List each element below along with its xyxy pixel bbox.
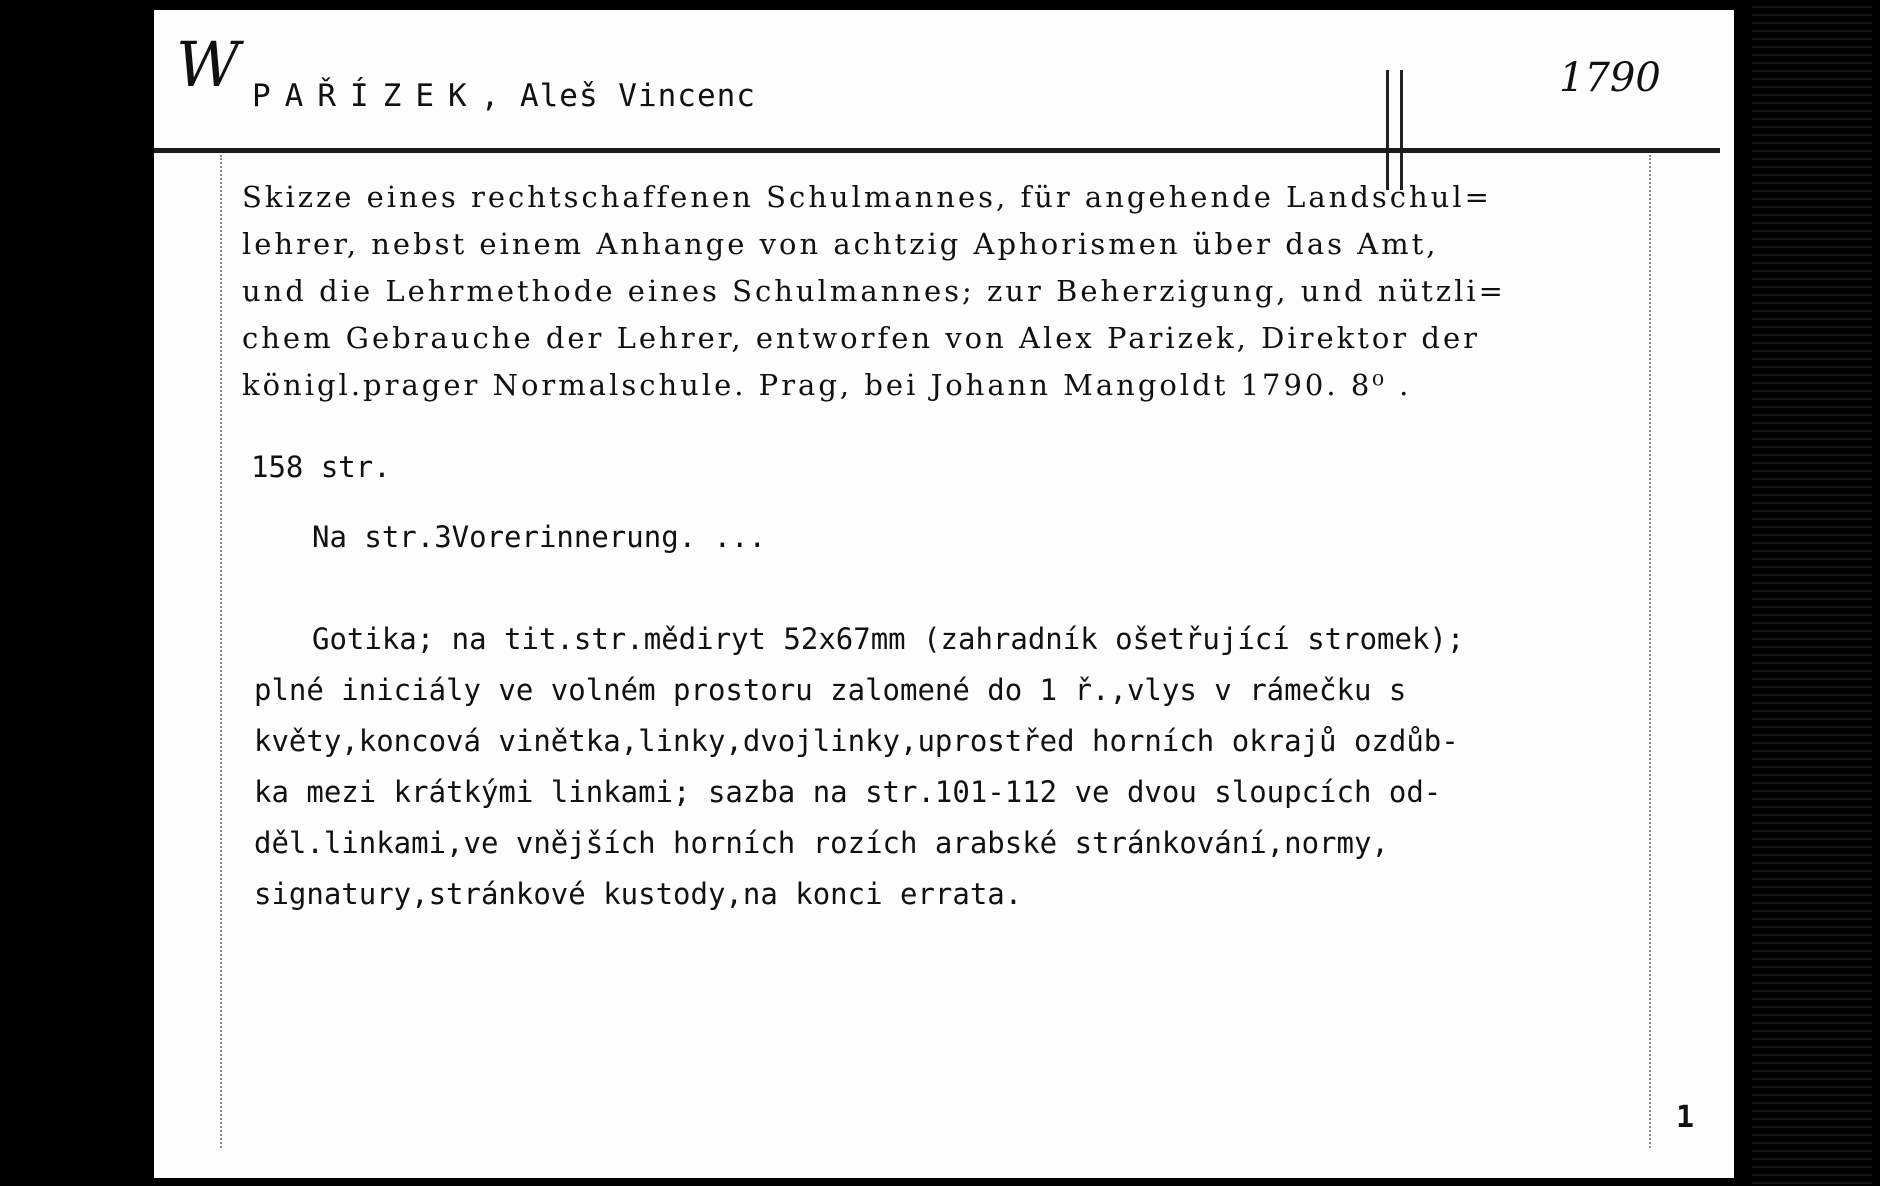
vertical-marks — [1386, 70, 1416, 190]
gothic-title-line: lehrer, nebst einem Anhange von achtzig Aphorismen über das Amt, — [242, 227, 1439, 261]
right-margin-dotted-line — [1649, 155, 1651, 1148]
gothic-title-line: chem Gebrauche der Lehrer, entworfen von Alex Parizek, Direktor der — [242, 321, 1480, 355]
description-line: signatury,stránkové kustody,na konci errata. — [254, 877, 1023, 911]
gothic-title-line: Skizze eines rechtschaffenen Schulmannes, für angehende Landschul= — [242, 180, 1492, 214]
description-block — [254, 614, 1634, 920]
description-line: Gotika; na tit.str.mědiryt 52x67mm (zahradník ošetřující stromek); — [312, 622, 1465, 656]
scan-edge-strip — [1752, 0, 1872, 1186]
gothic-title-block — [242, 174, 1622, 409]
card-heading — [252, 78, 756, 114]
header-rule — [154, 148, 1720, 153]
page-extent: 158 str. — [251, 450, 391, 484]
author-surname: PAŘÍZEK — [252, 78, 481, 114]
preface-note: Na str.3Vorerinnerung. ... — [312, 520, 766, 554]
description-line: ka mezi krátkými linkami; sazba na str.101-112 ve dvou sloupcích od- — [254, 775, 1442, 809]
description-line: děl.linkami,ve vnějších horních rozích arabské stránkování,normy, — [254, 826, 1389, 860]
author-given-names: , Aleš Vincenc — [480, 78, 756, 114]
description-line: plné iniciály ve volném prostoru zalomené do 1 ř.,vlys v rámečku s — [254, 673, 1407, 707]
left-margin-dotted-line — [220, 155, 222, 1148]
catalog-card — [154, 10, 1734, 1178]
description-line: květy,koncová vinětka,linky,dvojlinky,uprostřed horních okrajů ozdůb- — [254, 724, 1459, 758]
gothic-title-line: und die Lehrmethode eines Schulmannes; zur Beherzigung, und nützli= — [242, 274, 1506, 308]
handwritten-year: 1790 — [1559, 55, 1661, 101]
gothic-title-line: königl.prager Normalschule. Prag, bei Johann Mangoldt 1790. 8⁰ . — [242, 368, 1412, 402]
page-number: 1 — [1676, 1100, 1695, 1135]
handwritten-mark: W — [176, 28, 240, 101]
